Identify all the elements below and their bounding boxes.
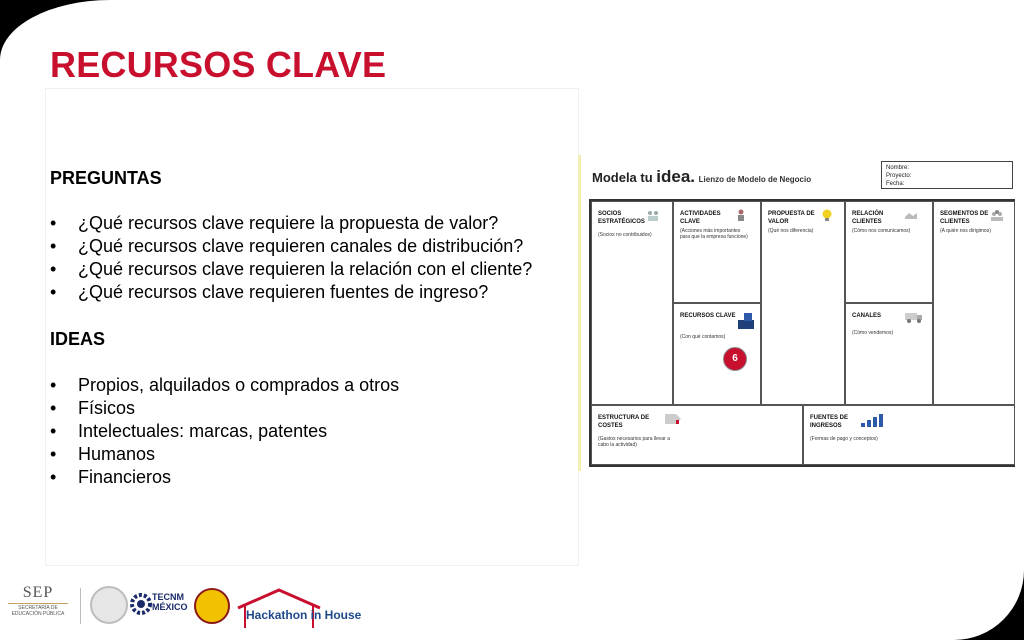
list-item: • Intelectuales: marcas, patentes — [50, 420, 399, 443]
lightbulb-icon — [820, 208, 834, 222]
preguntas-list — [50, 212, 532, 304]
block-segmentos — [933, 201, 1015, 405]
block-desc: (Cómo nos comunicamos) — [852, 228, 911, 234]
hackathon-label: Hackathon in House — [246, 608, 362, 622]
info-line: Proyecto: — [886, 173, 912, 179]
canvas-title-prefix: Modela tu — [592, 170, 657, 185]
block-desc: (Acciones más importantes para que la empresa funcione) — [680, 228, 748, 240]
ideas-list — [50, 374, 399, 489]
canvas-subtitle: Lienzo de Modelo de Negocio — [698, 175, 812, 184]
block-costes — [591, 405, 803, 465]
list-item: • Físicos — [50, 397, 399, 420]
info-line: Nombre: — [886, 165, 910, 171]
list-item: • ¿Qué recursos clave requieren la relación con el cliente? — [50, 258, 532, 281]
block-heading: ESTRUCTURA DE COSTES — [598, 415, 650, 429]
block-socios — [591, 201, 673, 405]
block-actividades — [673, 201, 761, 303]
canvas-title — [592, 167, 811, 187]
canvas-grid — [589, 199, 1015, 467]
sep-logo-text: SEP — [22, 584, 54, 601]
list-item: • ¿Qué recursos clave requieren canales de distribución? — [50, 235, 532, 258]
block-desc: (Socios no contribuidos) — [598, 232, 652, 238]
footer-logos — [0, 580, 362, 632]
block-propuesta — [761, 201, 845, 405]
bar-growth-icon — [860, 412, 886, 428]
sep-logo-subtitle: SECRETARÍA DE EDUCACIÓN PÚBLICA — [11, 605, 65, 617]
tag-icon — [664, 412, 682, 426]
block-heading: SOCIOS ESTRATÉGICOS — [598, 211, 645, 225]
block-desc: (Cómo vendemos) — [852, 330, 894, 336]
block-relacion — [845, 201, 933, 303]
slide-title: RECURSOS CLAVE — [50, 44, 387, 85]
block-heading: FUENTES DE INGRESOS — [810, 415, 849, 429]
content-textbox — [45, 88, 579, 566]
block-recursos — [673, 303, 761, 405]
info-line: Fecha: — [886, 181, 905, 187]
list-item: • Financieros — [50, 466, 399, 489]
business-model-canvas-image — [578, 155, 1021, 471]
recursos-number-badge: 6 — [723, 347, 747, 371]
block-heading: CANALES — [852, 313, 882, 319]
tecnm-logo — [130, 588, 188, 625]
tecnm-sublabel: MÉXICO — [152, 602, 188, 612]
block-heading: SEGMENTOS DE CLIENTES — [940, 211, 989, 225]
gear-icon — [130, 588, 152, 620]
block-desc: (Formas de pago y conceptos) — [810, 436, 878, 442]
audience-icon — [990, 208, 1004, 222]
block-heading: ACTIVIDADES CLAVE — [680, 211, 721, 225]
block-ingresos — [803, 405, 1015, 465]
handshake-icon — [904, 208, 918, 222]
block-heading: PROPUESTA DE VALOR — [768, 211, 815, 225]
people-icon — [646, 208, 660, 222]
block-desc: (A quién nos dirigimos) — [940, 228, 991, 234]
institute-logo — [194, 588, 230, 624]
list-item: • ¿Qué recursos clave requiere la propuesta de valor? — [50, 212, 532, 235]
block-heading: RECURSOS CLAVE — [680, 313, 736, 319]
hackathon-logo — [234, 586, 362, 635]
truck-icon — [904, 310, 924, 324]
mexico-seal-logo — [90, 586, 128, 624]
list-item: • ¿Qué recursos clave requieren fuentes de ingreso? — [50, 281, 532, 304]
tecnm-label: TECNM — [152, 592, 184, 602]
sep-logo — [6, 584, 70, 617]
canvas-info-box — [881, 161, 1013, 189]
worker-icon — [734, 208, 748, 222]
block-heading: RELACIÓN CLIENTES — [852, 211, 884, 225]
blocks-icon — [736, 312, 756, 330]
block-desc: (Qué nos diferencia) — [768, 228, 814, 234]
canvas-title-emph: idea. — [656, 167, 696, 186]
block-desc: (Gastos necesarios para llevar a cabo la actividad) — [598, 436, 670, 448]
list-item: • Propios, alquilados o comprados a otros — [50, 374, 399, 397]
ideas-heading: IDEAS — [50, 329, 106, 349]
list-item: • Humanos — [50, 443, 399, 466]
block-canales — [845, 303, 933, 405]
block-desc: (Con qué contamos) — [680, 334, 726, 340]
logo-divider — [80, 588, 81, 624]
preguntas-heading: PREGUNTAS — [50, 168, 162, 188]
